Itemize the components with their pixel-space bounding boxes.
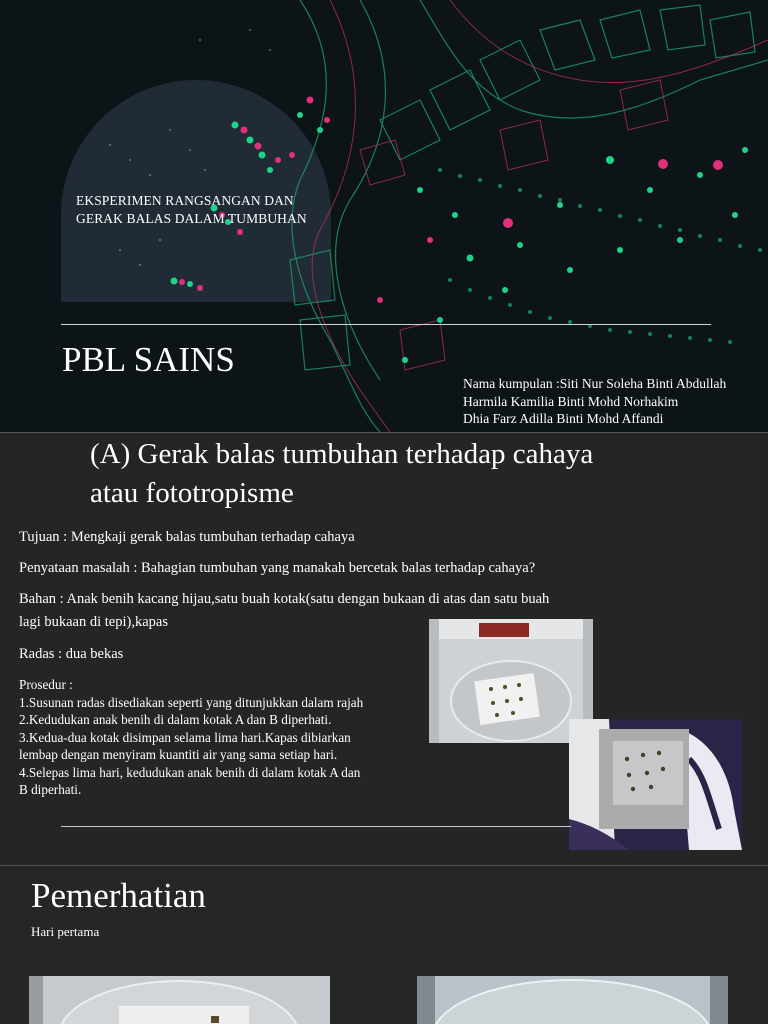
experiment-title — [90, 435, 730, 513]
box-b-photo — [569, 719, 742, 850]
experiment-slide — [0, 433, 768, 865]
day-one-photo-left — [29, 976, 330, 1024]
subtitle-line-1: EKSPERIMEN RANGSANGAN DAN — [76, 193, 294, 208]
title-divider — [61, 324, 711, 325]
presentation-subtitle — [76, 192, 346, 228]
observation-day-label: Hari pertama — [31, 924, 100, 939]
procedure-line: 3.Kedua-dua kotak disimpan selama lima hari.Kapas dibiarkan — [19, 729, 351, 745]
aim-text: Tujuan : Mengkaji gerak balas tumbuhan terhadap cahaya — [19, 529, 355, 545]
subtitle-line-2: GERAK BALAS DALAM TUMBUHAN — [76, 211, 307, 226]
materials-text-line-2: lagi bukaan di tepi),kapas — [19, 614, 168, 630]
apparatus-text: Radas : dua bekas — [19, 646, 124, 662]
experiment-title-line-2: atau fototropisme — [90, 477, 294, 509]
presentation-title: PBL SAINS — [62, 340, 235, 379]
member-line: Nama kumpulan :Siti Nur Soleha Binti Abdullah — [463, 376, 727, 391]
observation-slide — [0, 866, 768, 1024]
procedure-line: 1.Susunan radas disediakan seperti yang ditunjukkan dalam rajah — [19, 694, 364, 710]
title-slide — [0, 0, 768, 432]
member-line: Dhia Farz Adilla Binti Mohd Affandi — [463, 411, 664, 426]
procedure-line: Prosedur : — [19, 677, 73, 692]
procedure-list — [19, 676, 363, 799]
procedure-line: 2.Kedudukan anak benih di dalam kotak A dan B diperhati. — [19, 712, 332, 727]
observation-title: Pemerhatian — [31, 876, 206, 915]
procedure-divider — [61, 826, 571, 827]
experiment-title-line-1: (A) Gerak balas tumbuhan terhadap cahaya — [90, 438, 594, 470]
day-one-photo-right — [417, 976, 728, 1024]
group-members — [463, 375, 726, 428]
procedure-line: lembap dengan menyiram kuantiti air yang sama setiap hari. — [19, 747, 338, 762]
problem-statement-text: Penyataan masalah : Bahagian tumbuhan yang manakah bercetak balas terhadap cahaya? — [19, 560, 536, 576]
member-line: Harmila Kamilia Binti Mohd Norhakim — [463, 393, 679, 409]
procedure-line: B diperhati. — [19, 782, 82, 797]
materials-text-line-1: Bahan : Anak benih kacang hijau,satu buah kotak(satu dengan bukaan di atas dan satu buah — [19, 591, 550, 607]
procedure-line: 4.Selepas lima hari, kedudukan anak benih di dalam kotak A dan — [19, 764, 361, 780]
